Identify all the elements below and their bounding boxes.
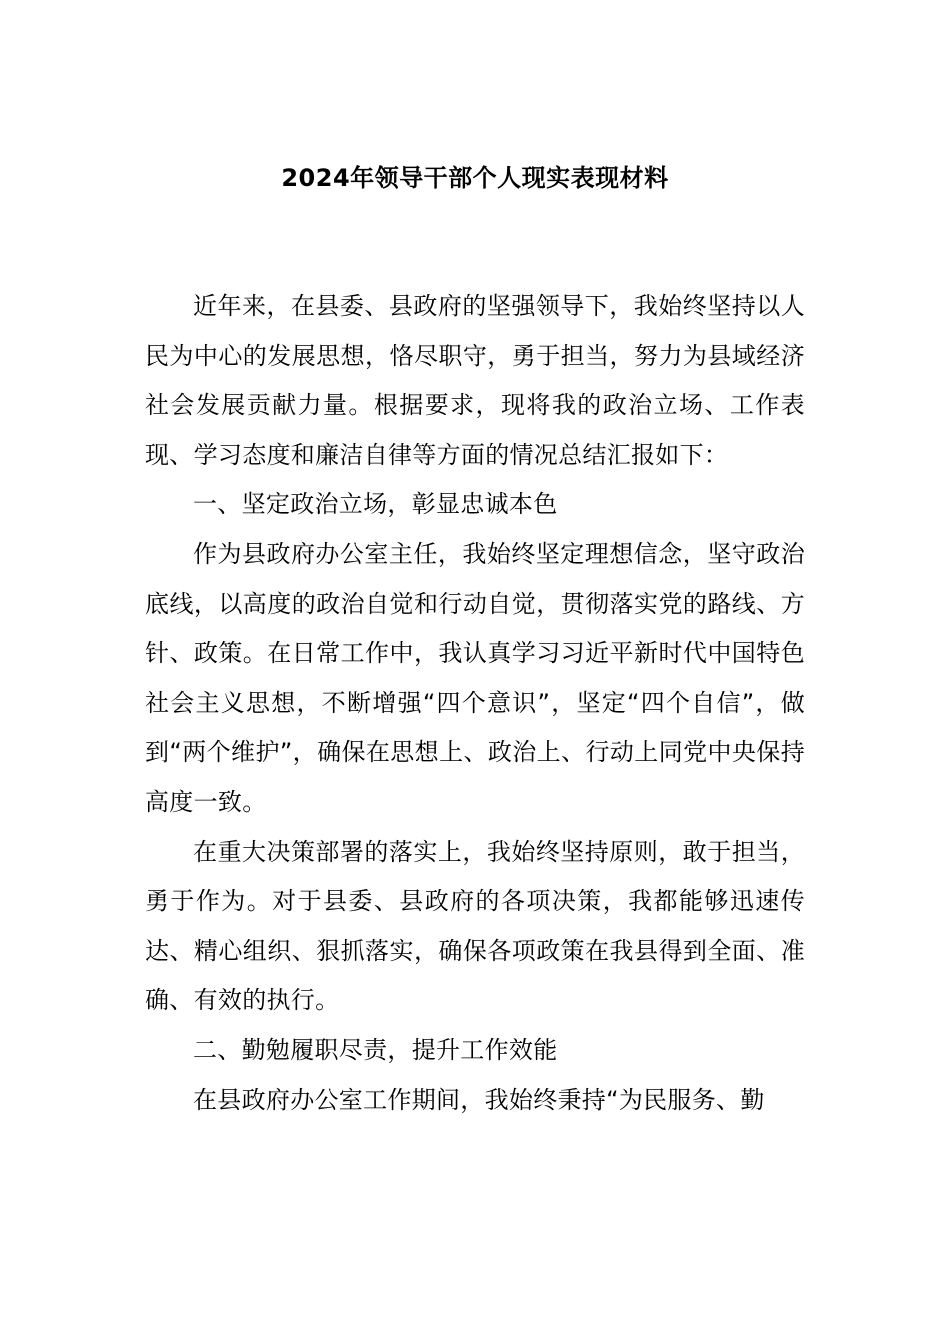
paragraph-office-work: 在县政府办公室工作期间，我始终秉持“为民服务、勤: [193, 1085, 765, 1114]
section-heading-2: 二、勤勉履职尽责，提升工作效能: [193, 1035, 558, 1064]
paragraph-intro: 近年来，在县委、县政府的坚强领导下，我始终坚持以人民为中心的发展思想，恪尽职守，勇于担当，努力为县域经济社会发展贡献力量。根据要求，现将我的政治立场、工作表现、学习态度和廉洁自律等方面的情况总结汇报如下：: [145, 292, 805, 469]
paragraph-political-stance: 作为县政府办公室主任，我始终坚定理想信念，坚守政治底线，以高度的政治自觉和行动自觉，贯彻落实党的路线、方针、政策。在日常工作中，我认真学习习近平新时代中国特色社会主义思想，不断增强“四个意识”，坚定“四个自信”，做到“两个维护”，确保在思想上、政治上、行动上同党中央保持高度一致。: [145, 539, 805, 816]
paragraph-decision-implementation: 在重大决策部署的落实上，我始终坚持原则，敢于担当，勇于作为。对于县委、县政府的各项决策，我都能够迅速传达、精心组织、狠抓落实，确保各项政策在我县得到全面、准确、有效的执行。: [145, 837, 805, 1015]
document-title: 2024年领导干部个人现实表现材料: [281, 164, 669, 192]
document-body: [145, 282, 805, 1125]
section-heading-1: 一、坚定政治立场，彰显忠诚本色: [193, 490, 558, 519]
